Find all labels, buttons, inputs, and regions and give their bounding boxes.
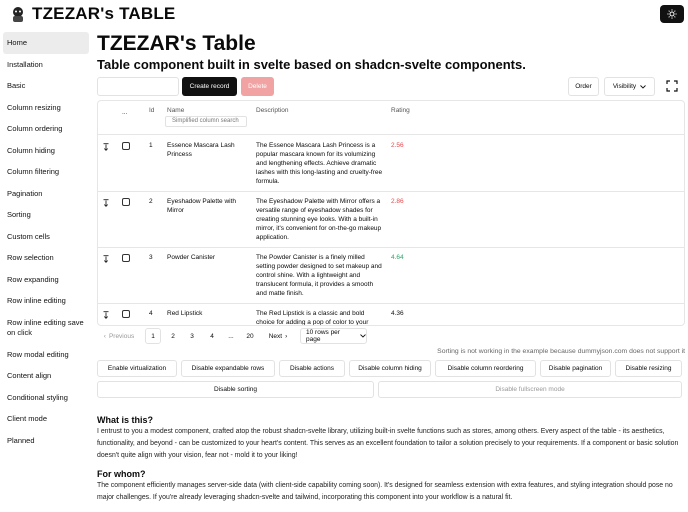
id-cell: 4 [149,310,153,317]
row-select-checkbox[interactable] [122,310,130,318]
rating-header[interactable]: Rating [391,107,410,114]
sidebar-item-row-inline-editing[interactable]: Row inline editing [7,296,66,306]
sidebar-item-planned[interactable]: Planned [7,435,35,445]
sidebar-item-row-inline-editing-save[interactable]: Row inline editing save on click [7,317,84,337]
previous-label: Previous [108,332,135,340]
sun-icon [667,9,677,19]
table-row[interactable] [98,248,685,304]
sidebar-item-column-resizing[interactable]: Column resizing [7,102,61,112]
disable-expandable-rows-button[interactable]: Disable expandable rows [181,360,275,377]
actions-header[interactable]: ... [122,109,128,116]
sidebar [3,32,89,451]
id-cell: 3 [149,254,153,261]
sidebar-item-client-mode[interactable]: Client mode [7,414,48,424]
sorting-note: Sorting is not working in the example because dummyjson.com does not support it [437,348,685,355]
page-button[interactable]: 3 [190,332,194,340]
table-row[interactable] [98,304,685,326]
visibility-dropdown[interactable] [604,77,655,96]
disable-fullscreen-button[interactable]: Disable fullscreen mode [378,381,682,398]
table-row[interactable] [98,136,685,192]
data-table [97,100,685,326]
page-button[interactable]: 20 [246,332,254,340]
visibility-label: Visibility [612,83,637,90]
row-select-checkbox[interactable] [122,198,130,206]
expand-row-icon[interactable] [103,255,109,263]
sidebar-item-installation[interactable]: Installation [7,59,43,69]
disable-actions-button[interactable]: Disable actions [279,360,345,377]
row-select-checkbox[interactable] [122,254,130,262]
page-button[interactable]: 2 [171,332,175,340]
rows-per-page-label: 10 rows per page [306,329,340,343]
what-is-this-heading: What is this? [97,415,153,425]
top-bar [0,0,688,30]
rating-cell: 2.56 [391,142,404,149]
disable-resizing-button[interactable]: Disable resizing [615,360,682,377]
theme-toggle-button[interactable] [660,5,684,23]
pagination [97,328,397,344]
for-whom-heading: For whom? [97,469,146,479]
table-header [98,101,685,135]
disable-sorting-button[interactable]: Disable sorting [97,381,374,398]
chevron-right-icon: › [285,332,288,340]
disable-column-reordering-button[interactable]: Disable column reordering [435,360,536,377]
sidebar-item-sorting[interactable]: Sorting [7,210,31,220]
expand-row-icon[interactable] [103,311,109,319]
about-section [97,414,685,504]
id-header[interactable]: Id [149,107,155,114]
table-toolbar [97,77,685,96]
description-header[interactable]: Description [256,107,289,114]
sidebar-item-column-hiding[interactable]: Column hiding [7,145,55,155]
page-title: TZEZAR's Table [97,32,256,55]
table-row[interactable] [98,192,685,248]
row-select-checkbox[interactable] [122,142,130,150]
sidebar-item-custom-cells[interactable]: Custom cells [7,231,50,241]
sidebar-item-column-ordering[interactable]: Column ordering [7,124,63,134]
create-record-button[interactable]: Create record [182,77,237,96]
sidebar-item-conditional-styling[interactable]: Conditional styling [7,392,68,402]
sidebar-item-row-selection[interactable]: Row selection [7,253,54,263]
sidebar-item-content-align[interactable]: Content align [7,371,52,381]
order-button[interactable]: Order [568,77,599,96]
sidebar-item-row-expanding[interactable]: Row expanding [7,274,59,284]
app-title: TZEZAR's TABLE [32,4,176,23]
name-cell: Essence Mascara Lash Princess [167,142,235,158]
chevron-down-icon [360,334,366,338]
page-button[interactable]: 1 [145,328,161,344]
page-subtitle: Table component built in svelte based on shadcn-svelte components. [97,57,526,72]
name-cell: Powder Canister [167,254,216,261]
sidebar-item-row-modal-editing[interactable]: Row modal editing [7,349,69,359]
search-input[interactable] [97,77,179,96]
chevron-left-icon: ‹ [103,332,106,340]
expand-row-icon[interactable] [103,143,109,151]
rating-cell: 4.64 [391,254,404,261]
next-page-button[interactable] [264,328,292,344]
description-cell: The Red Lipstick is a classic and bold choice for adding a pop of color to your [256,310,369,326]
name-cell: Red Lipstick [167,310,203,317]
main-content [97,32,685,393]
sidebar-item-column-filtering[interactable]: Column filtering [7,167,60,177]
name-column-filter-input[interactable]: Simplified column search [165,116,247,127]
delete-button[interactable]: Delete [241,77,274,96]
enable-virtualization-button[interactable]: Enable virtualization [97,360,177,377]
rating-cell: 4.36 [391,310,404,317]
for-whom-text: The component efficiently manages server-side data (with client-side capability coming soon). It's designed for seamless extension with extra features, and styling integration should pose no major challenges. If you're already leveraging shadcn-svelte and tailwind, incorporating this component into your workflow is a natural fit. [97,482,673,501]
previous-page-button[interactable] [101,328,137,344]
sidebar-item-pagination[interactable]: Pagination [7,188,43,198]
sidebar-item-home[interactable]: Home [3,32,89,54]
name-header[interactable]: Name [167,107,185,114]
rating-cell: 2.86 [391,198,404,205]
fullscreen-icon[interactable] [665,79,679,93]
description-cell: The Powder Canister is a finely milled setting powder designed to set makeup and control shine. With a lightweight and translucent formula, it provides a smooth and matte finish. [256,254,382,297]
disable-column-hiding-button[interactable]: Disable column hiding [349,360,431,377]
disable-pagination-button[interactable]: Disable pagination [540,360,611,377]
id-cell: 1 [149,142,153,149]
description-cell: The Essence Mascara Lash Princess is a popular mascara known for its volumizing and lengthening effects. Achieve dramatic lashes with this long-lasting and cruelty-free formula. [256,142,383,185]
expand-row-icon[interactable] [103,199,109,207]
description-cell: The Eyeshadow Palette with Mirror offers a versatile range of eyeshadow shades for creating stunning eye looks. With a built-in mirror, it's convenient for on-the-go makeup application. [256,198,382,241]
sidebar-item-basic[interactable]: Basic [7,81,26,91]
what-is-this-text: I entrust to you a modest component, crafted atop the robust shadcn-svelte library, utilizing built-in svelte functions such as stores, among others. Every aspect of the table - its aesthetics, functionality, and beyond - can be customized to your heart's content. This serves as an excellent foundation to tailor a solution precisely to your requirements. If a component or basic solution doesn't quite align with your vision, fear not - mold it to your liking! [97,428,679,459]
pagination-ellipsis: ... [228,332,234,340]
chevron-down-icon [640,85,646,89]
name-cell: Eyeshadow Palette with Mirror [167,198,237,214]
logo-icon [9,5,27,23]
rows-per-page-select[interactable] [300,328,367,344]
page-button[interactable]: 4 [210,332,214,340]
next-label: Next [268,332,283,340]
id-cell: 2 [149,198,153,205]
